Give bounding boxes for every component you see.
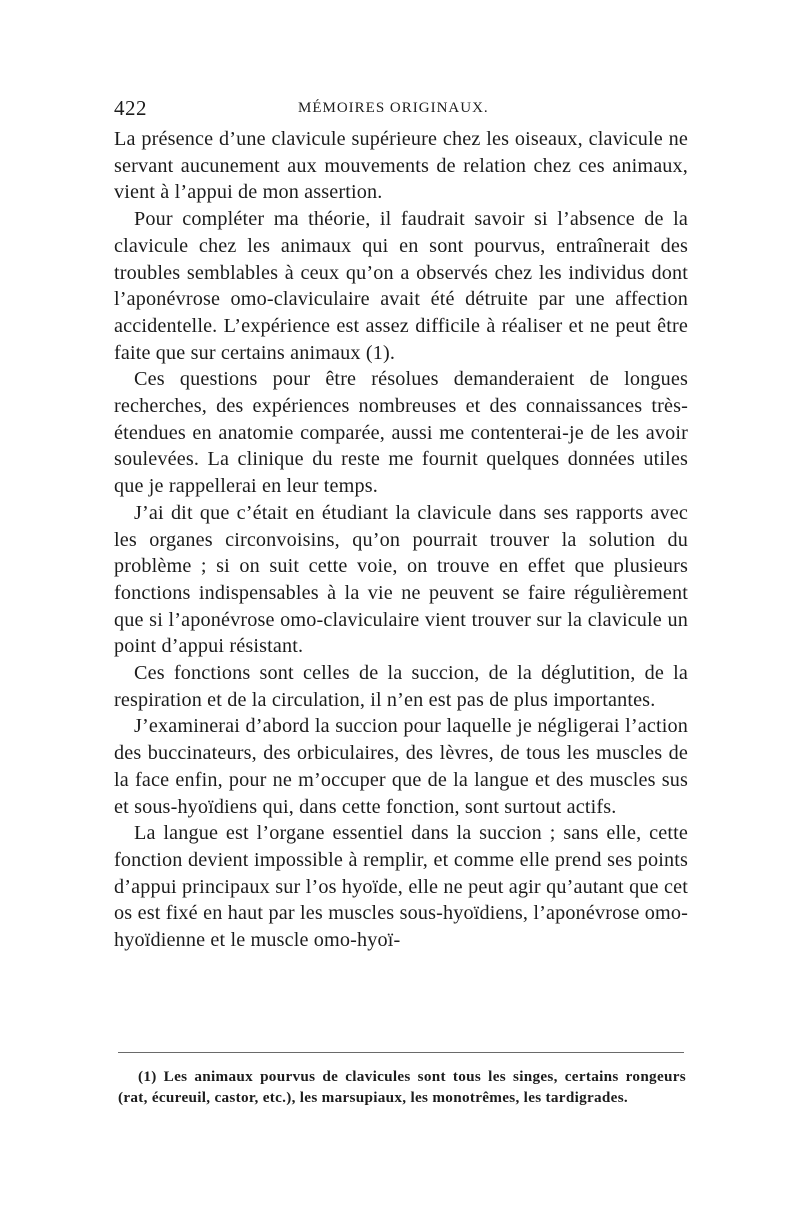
page-header — [114, 96, 688, 126]
paragraph-5: Ces fonctions sont celles de la succion, de la déglutition, de la respiration et de la circulation, il n’en est pas de plus importantes. — [114, 662, 688, 711]
paragraph-7: La langue est l’organe essentiel dans la succion ; sans elle, cette fonction devient impossible à remplir, et comme elle prend ses points d’appui principaux sur l’os hyoïde, elle ne peut agir qu’autant que cet os est fixé en haut par les muscles sous-hyoïdiens, l’aponévrose omo-hyoïdienne et le muscle omo-hyoï- — [114, 822, 688, 952]
paragraph-3: Ces questions pour être résolues demanderaient de longues recherches, des expériences nombreuses et des connaissances très-étendues en anatomie comparée, aussi me contenterai-je de les avoir soulevées. La clinique du reste me fournit quelques données utiles que je rappellerai en leur temps. — [114, 368, 688, 498]
running-title: MÉMOIRES ORIGINAUX. — [298, 100, 489, 116]
footnote-text: (1) Les animaux pourvus de clavicules sont tous les singes, certains rongeurs (rat, écureuil, castor, etc.), les marsupiaux, les monotrêmes, les tardigrades. — [118, 1068, 686, 1106]
paragraph-6: J’examinerai d’abord la succion pour laquelle je négligerai l’action des buccinateurs, des orbiculaires, des lèvres, de tous les muscles de la face enfin, pour ne m’occuper que de la langue et des muscles sus et sous-hyoïdiens qui, dans cette fonction, sont surtout actifs. — [114, 715, 688, 818]
footnote — [118, 1066, 686, 1108]
page-number: 422 — [114, 96, 147, 120]
paragraph-2: Pour compléter ma théorie, il faudrait savoir si l’absence de la clavicule chez les animaux qui en sont pourvus, entraînerait des troubles semblables à ceux qu’on a observés chez les individus dont l’aponévrose omo-claviculaire avait été détruite par une affection accidentelle. L’expérience est assez difficile à réaliser et ne peut être faite que sur certains animaux (1). — [114, 208, 688, 364]
footnote-divider — [118, 1052, 684, 1053]
body-text — [114, 126, 688, 954]
paragraph-4: J’ai dit que c’était en étudiant la clavicule dans ses rapports avec les organes circonvoisins, qu’on pourrait trouver la solution du problème ; si on suit cette voie, on trouve en effet que plusieurs fonctions indispensables à la vie ne peuvent se faire régulièrement que si l’aponévrose omo-claviculaire vient trouver sur la clavicule un point d’appui résistant. — [114, 501, 688, 658]
paragraph-1: La présence d’une clavicule supérieure chez les oiseaux, clavicule ne servant aucunement aux mouvements de relation chez ces animaux, vient à l’appui de mon assertion. — [114, 128, 688, 204]
